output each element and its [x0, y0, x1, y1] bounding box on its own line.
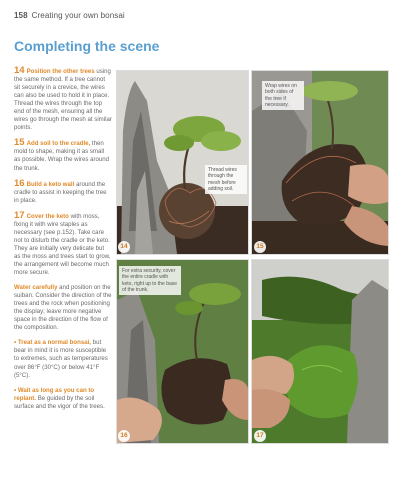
photo-17-illustration [252, 260, 388, 443]
page-title: Completing the scene [14, 38, 160, 54]
photo-15 [251, 70, 389, 255]
step-17: 17 Cover the keto with moss, fixing it with wire staples as necessary (see p.152). Take care not to disturb the cradle or the keto. They are initially very delicate but as the moss and trees start to grow, the arrangement will become much more secure. [14, 209, 111, 277]
step-14: 14 Position the other trees using the same method. If a tree cannot sit securely in a crevice, the wires can also be used to hold it in place. Thread the wires through the top end of the mesh, ensuring all the wires go through the mesh at similar points. [14, 65, 112, 132]
photo-14-caption: Thread wires through the mesh before adding soil. [205, 165, 247, 194]
text-column [14, 67, 112, 418]
photo-17-badge: 17 [254, 430, 266, 442]
water-paragraph: Water carefully and position on the suiban. Consider the direction of the trees and the rock when positioning the display; leave more negative space in the direction of the flow of the composition. [14, 284, 112, 332]
running-header [14, 11, 125, 20]
section-title: Creating your own bonsai [31, 11, 125, 20]
photo-16-caption: For extra security, cover the entire cradle with keto, right up to the base of the trunk. [119, 266, 181, 295]
photo-14-badge: 14 [118, 241, 130, 253]
photo-16 [116, 259, 249, 444]
photo-16-badge: 16 [118, 430, 130, 442]
page-number: 158 [14, 11, 28, 20]
photo-17 [251, 259, 389, 444]
photo-14-illustration [117, 71, 248, 254]
photo-15-caption: Wrap wires on both sides of the tree if necessary. [262, 81, 304, 110]
step-15: 15 Add soil to the cradle, then mold to shape, making it as small as possible. Wrap the wires around the trunk. [14, 137, 110, 172]
photo-14 [116, 70, 249, 255]
step-16: 16 Build a keto wall around the cradle to assist in keeping the tree in place. [14, 177, 107, 204]
photo-15-badge: 15 [254, 241, 266, 253]
tip-2: • Wait as long as you can to replant. Be guided by the soil surface and the vigor of the trees. [14, 386, 105, 410]
tip-1: • Treat as a normal bonsai, but bear in mind it is more susceptible to extremes, such as temperatures over 86°F (30°C) or below 41°F (5°C). [14, 339, 108, 379]
